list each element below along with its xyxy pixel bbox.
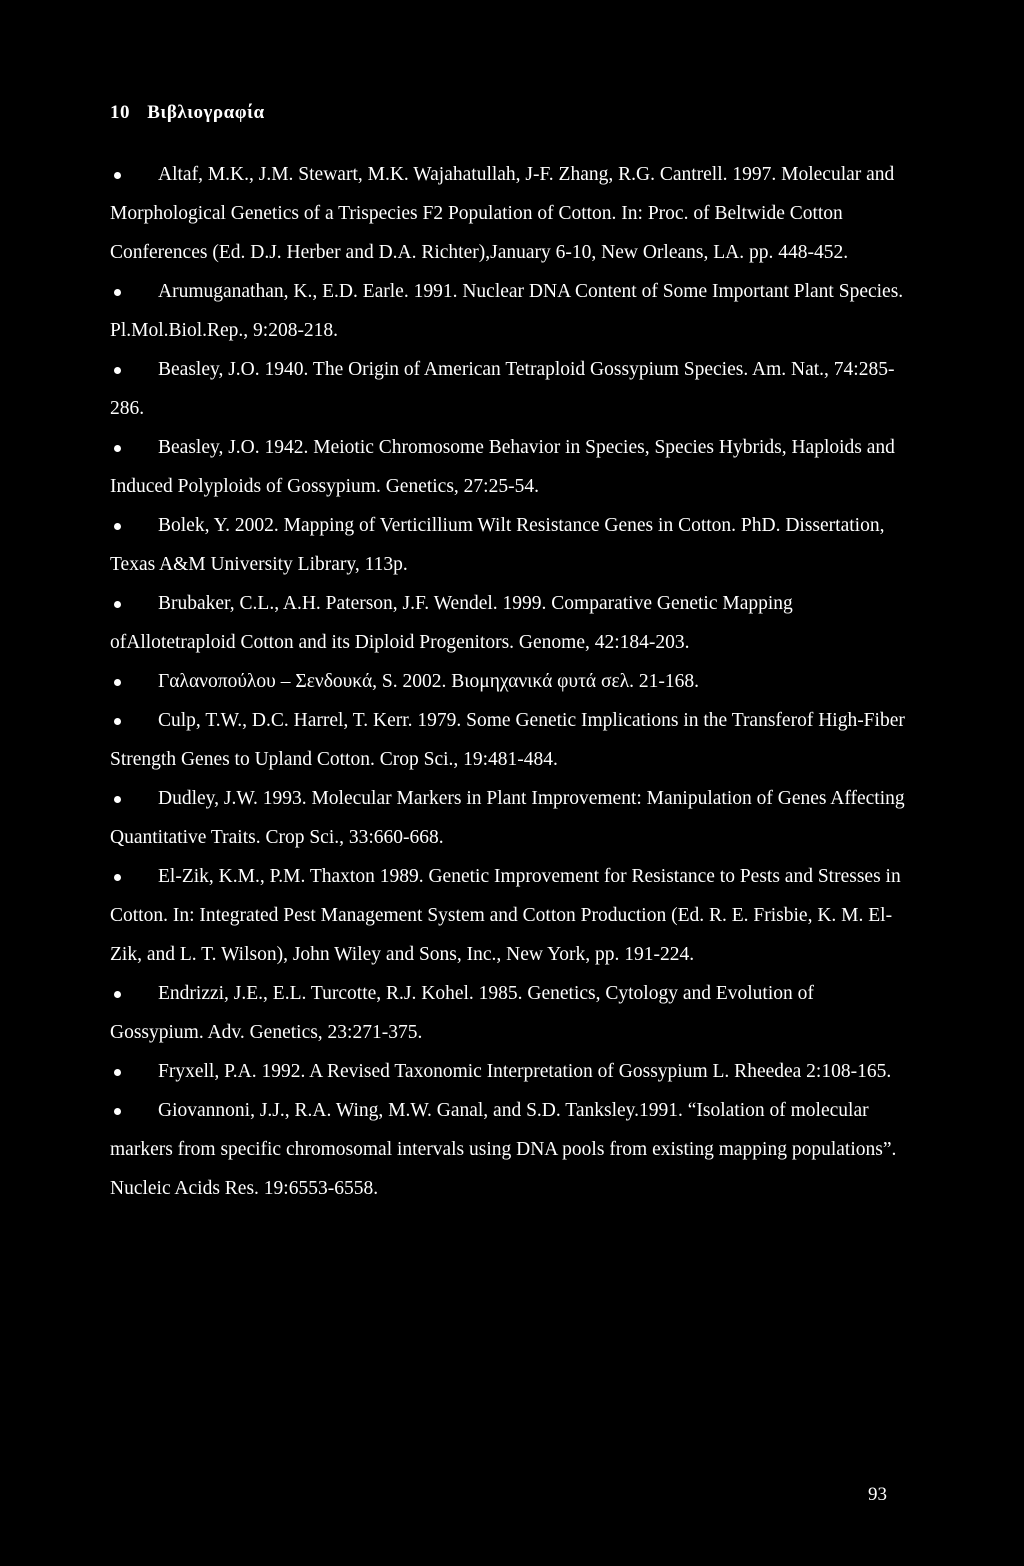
bullet-icon xyxy=(114,874,121,881)
bullet-icon xyxy=(114,718,121,725)
reference-item xyxy=(110,701,910,779)
reference-item xyxy=(110,350,910,428)
reference-text: Dudley, J.W. 1993. Molecular Markers in Plant Improvement: Manipulation of Genes Affecting Quantitative Traits. Crop Sci., 33:660-668. xyxy=(110,788,905,848)
reference-text: Endrizzi, J.E., E.L. Turcotte, R.J. Kohel. 1985. Genetics, Cytology and Evolution of Gossypium. Adv. Genetics, 23:271-375. xyxy=(110,983,814,1043)
reference-item xyxy=(110,779,910,857)
bullet-icon xyxy=(114,796,121,803)
page-number: 93 xyxy=(868,1484,887,1505)
reference-item xyxy=(110,155,910,272)
reference-item xyxy=(110,272,910,350)
section-title: Βιβλιογραφία xyxy=(147,102,265,123)
bullet-icon xyxy=(114,1069,121,1076)
reference-text: Giovannoni, J.J., R.A. Wing, M.W. Ganal, and S.D. Tanksley.1991. “Isolation of molecular markers from specific chromosomal intervals using DNA pools from existing mapping populations”. Nucleic Acids Res. 19:6553-6558. xyxy=(110,1100,897,1199)
reference-item xyxy=(110,1091,910,1208)
reference-item xyxy=(110,1052,910,1091)
reference-text: Fryxell, P.A. 1992. A Revised Taxonomic Interpretation of Gossypium L. Rheedea 2:108-165. xyxy=(158,1061,892,1082)
reference-item xyxy=(110,974,910,1052)
reference-text: Arumuganathan, K., E.D. Earle. 1991. Nuclear DNA Content of Some Important Plant Species. Pl.Mol.Biol.Rep., 9:208-218. xyxy=(110,281,904,341)
reference-text: Γαλανοπούλου – Σενδουκά, S. 2002. Βιομηχανικά φυτά σελ. 21-168. xyxy=(158,671,700,692)
section-number: 10 xyxy=(110,102,130,123)
reference-item xyxy=(110,857,910,974)
bullet-icon xyxy=(114,367,121,374)
bullet-icon xyxy=(114,289,121,296)
reference-text: Beasley, J.O. 1942. Meiotic Chromosome Behavior in Species, Species Hybrids, Haploids and Induced Polyploids of Gossypium. Genetics, 27:25-54. xyxy=(110,437,895,497)
bullet-icon xyxy=(114,1108,121,1115)
reference-text: Altaf, M.K., J.M. Stewart, M.K. Wajahatullah, J-F. Zhang, R.G. Cantrell. 1997. Molecular and Morphological Genetics of a Trispecies F2 Population of Cotton. In: Proc. of Beltwide Cotton Conferences (Ed. D.J. Herber and D.A. Richter),January 6-10, New Orleans, LA. pp. 448-452. xyxy=(110,164,895,263)
section-heading xyxy=(110,98,265,128)
reference-text: Culp, T.W., D.C. Harrel, T. Kerr. 1979. Some Genetic Implications in the Transferof High-Fiber Strength Genes to Upland Cotton. Crop Sci., 19:481-484. xyxy=(110,710,905,770)
reference-item xyxy=(110,506,910,584)
reference-item xyxy=(110,662,910,701)
bullet-icon xyxy=(114,991,121,998)
bullet-icon xyxy=(114,172,121,179)
reference-list xyxy=(110,155,910,1208)
bullet-icon xyxy=(114,445,121,452)
reference-text: Beasley, J.O. 1940. The Origin of American Tetraploid Gossypium Species. Am. Nat., 74:285-286. xyxy=(110,359,895,419)
bullet-icon xyxy=(114,601,121,608)
reference-item xyxy=(110,584,910,662)
bullet-icon xyxy=(114,523,121,530)
reference-text: El-Zik, K.M., P.M. Thaxton 1989. Genetic Improvement for Resistance to Pests and Stresses in Cotton. In: Integrated Pest Management System and Cotton Production (Ed. R. E. Frisbie, K. M. El-Zik, and L. T. Wilson), John Wiley and Sons, Inc., New York, pp. 191-224. xyxy=(110,866,901,965)
reference-text: Bolek, Y. 2002. Mapping of Verticillium Wilt Resistance Genes in Cotton. PhD. Dissertation, Texas A&M University Library, 113p. xyxy=(110,515,885,575)
reference-item xyxy=(110,428,910,506)
reference-text: Brubaker, C.L., A.H. Paterson, J.F. Wendel. 1999. Comparative Genetic Mapping ofAllotetraploid Cotton and its Diploid Progenitors. Genome, 42:184-203. xyxy=(110,593,793,653)
bullet-icon xyxy=(114,679,121,686)
